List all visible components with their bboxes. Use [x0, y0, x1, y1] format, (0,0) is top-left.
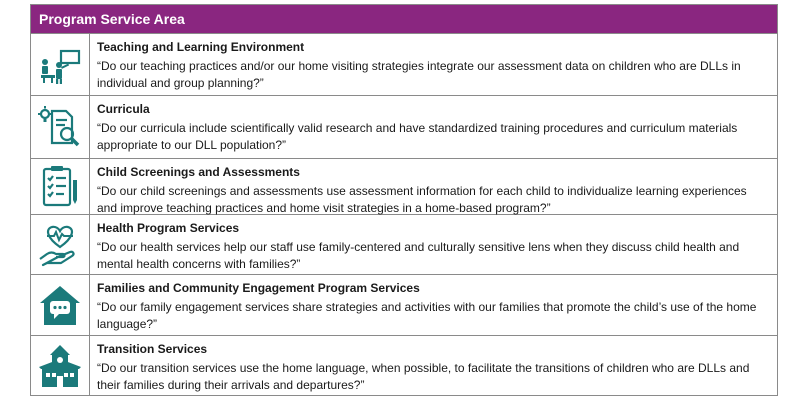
document-magnifier-lightbulb-icon	[37, 105, 83, 149]
house-speech-bubble-icon	[38, 283, 82, 327]
table-row	[31, 275, 777, 336]
row-question: “Do our transition services use the home language, when possible, to facilitate the transitions of children who are DLLs and their families during their arrivals and departures?”	[97, 361, 750, 392]
icon-cell	[31, 96, 90, 158]
row-title: Health Program Services	[97, 221, 240, 235]
icon-cell	[31, 34, 90, 95]
row-question: “Do our family engagement services share strategies and activities with our families that promote the child’s use of the home language?”	[97, 300, 757, 331]
table-row	[31, 215, 777, 275]
hand-heart-heartbeat-icon	[37, 223, 83, 267]
row-title: Transition Services	[97, 342, 208, 356]
row-title: Teaching and Learning Environment	[97, 40, 305, 54]
icon-cell	[31, 159, 90, 214]
clipboard-checklist-icon	[38, 164, 82, 210]
table-row	[31, 34, 777, 96]
classroom-teaching-icon	[37, 45, 83, 85]
icon-cell	[31, 275, 90, 335]
table-row	[31, 159, 777, 215]
row-question: “Do our curricula include scientifically valid research and have standardized training procedures and curriculum materials appropriate to our DLL population?”	[97, 121, 738, 152]
row-title: Curricula	[97, 102, 150, 116]
table-row	[31, 96, 777, 159]
table-row	[31, 336, 777, 396]
row-title: Families and Community Engagement Program Services	[97, 281, 420, 295]
schoolhouse-icon	[37, 343, 83, 389]
table-header: Program Service Area	[31, 5, 777, 34]
row-question: “Do our health services help our staff use family-centered and culturally sensitive lens when they discuss child health and mental health concerns with families?”	[97, 240, 740, 271]
program-service-table	[30, 4, 778, 396]
row-title: Child Screenings and Assessments	[97, 165, 300, 179]
row-question: “Do our child screenings and assessments use assessment information for each child to individualize learning experiences and improve teaching practices and home visit strategies in a home-based program?”	[97, 184, 747, 215]
icon-cell	[31, 336, 90, 396]
icon-cell	[31, 215, 90, 274]
row-question: “Do our teaching practices and/or our home visiting strategies integrate our assessment data on children who are DLLs in individual and group planning?”	[97, 59, 741, 90]
